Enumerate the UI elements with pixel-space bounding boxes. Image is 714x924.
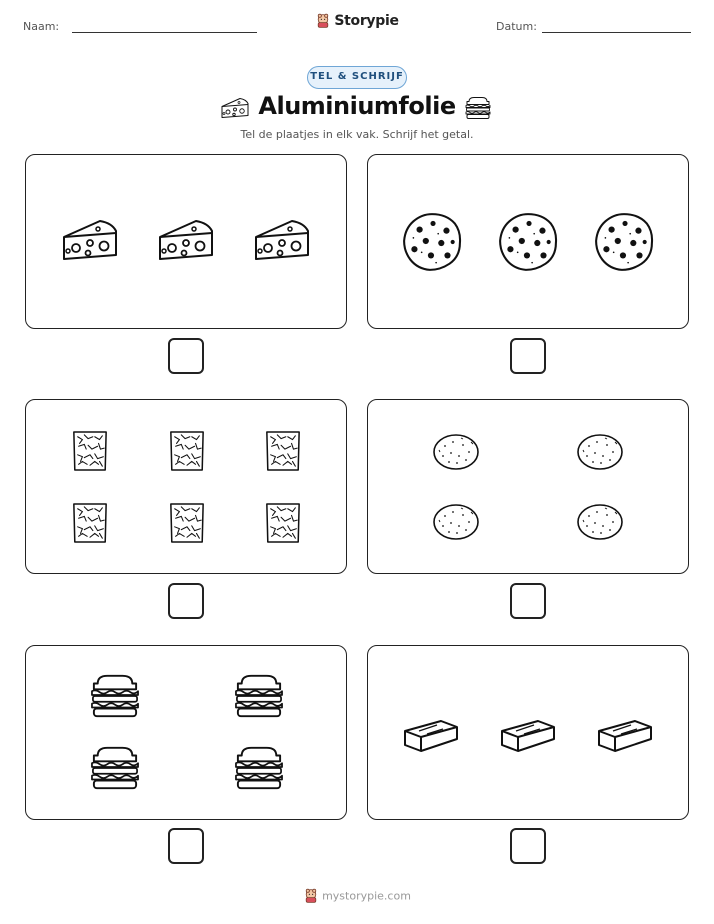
- footer-url[interactable]: mystorypie.com: [322, 889, 411, 903]
- foil-sheet-icon: [168, 500, 206, 546]
- sandwich-icon: [86, 744, 144, 792]
- foil-sheet-icon: [71, 428, 109, 474]
- cheese-icon: [156, 215, 216, 265]
- cookie-icon: [401, 211, 463, 273]
- storypie-logo-icon: [303, 888, 319, 904]
- cookie-icon: [497, 211, 559, 273]
- count-panel-sandwich: [25, 645, 347, 820]
- foil-sheet-icon: [71, 500, 109, 546]
- activity-badge: TEL & SCHRIJF: [307, 66, 407, 89]
- brand-name: Storypie: [334, 13, 399, 29]
- date-label: Datum:: [496, 20, 537, 33]
- count-panel-butter: [367, 645, 689, 820]
- count-panel-cookie: [367, 154, 689, 329]
- cheese-icon: [60, 215, 120, 265]
- count-panel-cheese: [25, 154, 347, 329]
- count-panel-potato: [367, 399, 689, 574]
- butter-block-icon: [498, 711, 558, 755]
- butter-block-icon: [595, 711, 655, 755]
- sandwich-icon: [230, 672, 288, 720]
- brand: [0, 13, 714, 29]
- cookie-icon: [593, 211, 655, 273]
- foil-sheet-icon: [168, 428, 206, 474]
- name-line[interactable]: [72, 32, 257, 33]
- answer-box-cheese[interactable]: [168, 338, 204, 374]
- name-label: Naam:: [23, 20, 60, 33]
- date-line[interactable]: [542, 32, 691, 33]
- answer-box-sandwich[interactable]: [168, 828, 204, 864]
- cheese-icon: [252, 215, 312, 265]
- answer-box-foil[interactable]: [168, 583, 204, 619]
- sandwich-icon: [230, 744, 288, 792]
- sandwich-icon: [86, 672, 144, 720]
- butter-block-icon: [401, 711, 461, 755]
- foil-sheet-icon: [264, 500, 302, 546]
- page-title: Aluminiumfolie: [258, 92, 456, 120]
- potato-icon: [575, 502, 625, 542]
- storypie-logo-icon: [315, 13, 331, 29]
- instructions: Tel de plaatjes in elk vak. Schrijf het getal.: [240, 128, 474, 141]
- answer-box-butter[interactable]: [510, 828, 546, 864]
- answer-box-potato[interactable]: [510, 583, 546, 619]
- footer: [0, 888, 714, 904]
- potato-icon: [431, 432, 481, 472]
- potato-icon: [431, 502, 481, 542]
- potato-icon: [575, 432, 625, 472]
- sandwich-icon: [463, 95, 493, 121]
- answer-box-cookie[interactable]: [510, 338, 546, 374]
- foil-sheet-icon: [264, 428, 302, 474]
- count-panel-foil: [25, 399, 347, 574]
